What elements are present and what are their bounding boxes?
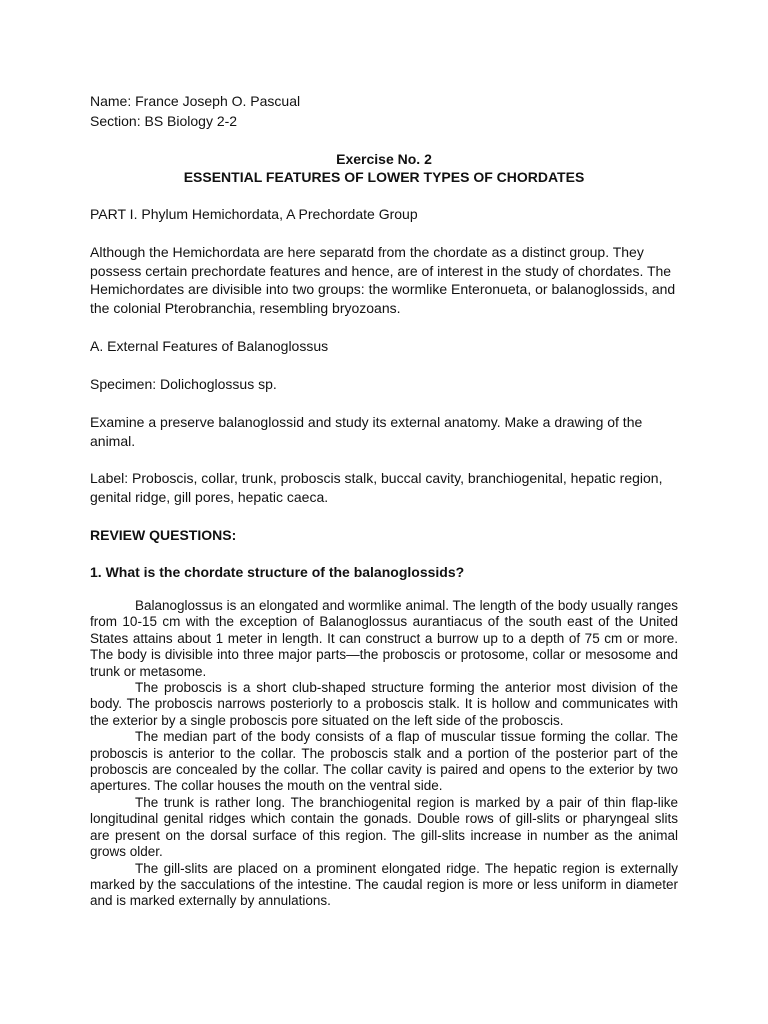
answer-paragraph: Balanoglossus is an elongated and wormlike animal. The length of the body usually ranges from 10-15 cm with the exception of Balanoglossus aurantiacus of the south east of the United States attains about 1 meter in length. It can construct a burrow up to a depth of 75 cm or more. The body is divisible into three major parts—the proboscis or protosome, collar or mesosome and trunk or metasome. <box>90 598 678 679</box>
student-section: Section: BS Biology 2-2 <box>90 113 238 129</box>
intro-line: Hemichordates are divisible into two groups: the wormlike Enteronueta, or balanoglossids, and <box>90 281 676 297</box>
answer-paragraph: The proboscis is a short club-shaped structure forming the anterior most division of the body. The proboscis narrows posteriorly to a proboscis stalk. It is hollow and communicates with the exterior by a single proboscis pore situated on the left side of the proboscis. <box>90 680 678 728</box>
label-line: genital ridge, gill pores, hepatic caeca. <box>90 489 329 505</box>
intro-line: Although the Hemichordata are here separatd from the chordate as a distinct group. They <box>90 244 644 260</box>
question-1: 1. What is the chordate structure of the balanoglossids? <box>90 564 465 580</box>
student-name: Name: France Joseph O. Pascual <box>90 93 301 109</box>
answer-paragraph: The gill-slits are placed on a prominent elongated ridge. The hepatic region is externally marked by the sacculations of the intestine. The caudal region is more or less uniform in diameter and is marked externally by annulations. <box>90 860 678 909</box>
intro-line: possess certain prechordate features and hence, are of interest in the study of chordates. The <box>90 263 672 279</box>
exercise-number: Exercise No. 2 <box>336 151 432 167</box>
section-a-heading: A. External Features of Balanoglossus <box>90 338 329 354</box>
instruction-line: animal. <box>90 433 136 449</box>
part1-heading: PART I. Phylum Hemichordata, A Prechordate Group <box>90 206 418 222</box>
intro-line: the colonial Pterobranchia, resembling bryozoans. <box>90 300 401 316</box>
review-heading: REVIEW QUESTIONS: <box>90 527 237 543</box>
specimen-line: Specimen: Dolichoglossus sp. <box>90 376 277 392</box>
answer-paragraph: The trunk is rather long. The branchiogenital region is marked by a pair of thin flap-like longitudinal genital ridges which contain the gonads. Double rows of gill-slits or pharyngeal slits are present on the dorsal surface of this region. The gill-slits increase in number as the animal grows older. <box>90 794 678 860</box>
answer-paragraph: The median part of the body consists of a flap of muscular tissue forming the collar. The proboscis is anterior to the collar. The proboscis stalk and a portion of the posterior part of the proboscis are concealed by the collar. The collar cavity is paired and opens to the exterior by two apertures. The collar houses the mouth on the ventral side. <box>90 729 678 794</box>
label-line: Label: Proboscis, collar, trunk, proboscis stalk, buccal cavity, branchiogenital, hepatic region, <box>90 470 663 486</box>
answer-body <box>90 598 678 910</box>
instruction-line: Examine a preserve balanoglossid and study its external anatomy. Make a drawing of the <box>90 414 643 430</box>
exercise-title: ESSENTIAL FEATURES OF LOWER TYPES OF CHORDATES <box>183 169 585 185</box>
